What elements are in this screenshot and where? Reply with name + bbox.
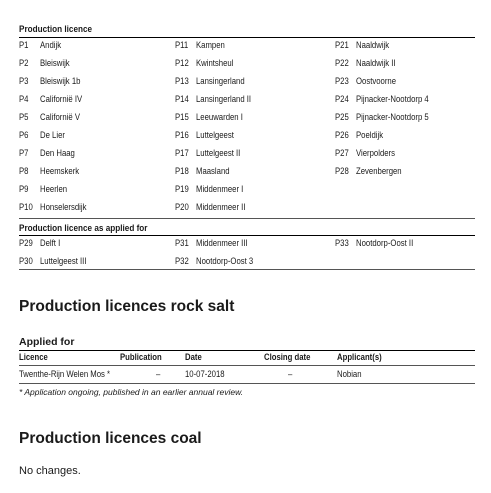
licence-name: Middenmeer I xyxy=(196,184,244,194)
licence-code: P17 xyxy=(175,148,189,158)
cell-applicants: Nobian xyxy=(337,369,362,379)
row-rule xyxy=(19,383,475,384)
licence-name: Heerlen xyxy=(40,184,68,194)
production-licence-heading: Production licence xyxy=(19,24,93,35)
licence-name: Naaldwijk xyxy=(356,40,390,50)
licence-code: P5 xyxy=(19,112,29,122)
cell-publication: – xyxy=(156,369,161,379)
licence-code: P9 xyxy=(19,184,29,194)
licence-code: P21 xyxy=(335,40,349,50)
licence-item xyxy=(19,112,475,130)
licence-name: Lansingerland xyxy=(196,76,245,86)
licence-name: Bleiswijk xyxy=(40,58,70,68)
licence-name: Kwintsheul xyxy=(196,58,234,68)
cell-date: 10-07-2018 xyxy=(185,369,225,379)
row-rule xyxy=(19,365,475,366)
licence-name: Pijnacker-Nootdorp 5 xyxy=(356,112,429,122)
licence-code: P27 xyxy=(335,148,349,158)
licence-code: P24 xyxy=(335,94,349,104)
licence-code: P15 xyxy=(175,112,189,122)
licence-code: P7 xyxy=(19,148,29,158)
licence-name: Heemskerk xyxy=(40,166,80,176)
licence-code: P25 xyxy=(335,112,349,122)
licence-name: Maasland xyxy=(196,166,230,176)
licence-code: P19 xyxy=(175,184,189,194)
cell-closing-date: – xyxy=(288,369,293,379)
rock-salt-title: Production licences rock salt xyxy=(19,298,235,315)
licence-code: P26 xyxy=(335,130,349,140)
licence-code: P8 xyxy=(19,166,29,176)
licence-code: P28 xyxy=(335,166,349,176)
licence-code: P4 xyxy=(19,94,29,104)
licence-code: P12 xyxy=(175,58,189,68)
licence-name: Luttelgeest xyxy=(196,130,234,140)
licence-item xyxy=(19,148,475,166)
licence-name: Vierpolders xyxy=(356,148,396,158)
licence-name: Leeuwarden I xyxy=(196,112,243,122)
licence-code: P3 xyxy=(19,76,29,86)
licence-item xyxy=(19,40,475,58)
licence-name: Zevenbergen xyxy=(356,166,402,176)
licence-name: Andijk xyxy=(40,40,62,50)
applied-licence-heading: Production licence as applied for xyxy=(19,223,148,234)
licence-name: Kampen xyxy=(196,40,225,50)
licence-name: Lansingerland II xyxy=(196,94,252,104)
licence-code: P1 xyxy=(19,40,29,50)
licence-name: Luttelgeest III xyxy=(40,256,87,266)
licence-name: Californië V xyxy=(40,112,81,122)
col-header-publication: Publication xyxy=(120,352,162,362)
section-rule xyxy=(19,269,475,270)
licence-code: P6 xyxy=(19,130,29,140)
licence-code: P20 xyxy=(175,202,189,212)
applied-licence-item xyxy=(19,256,475,274)
licence-name: Poeldijk xyxy=(356,130,384,140)
licence-name: Middenmeer II xyxy=(196,202,246,212)
licence-code: P13 xyxy=(175,76,189,86)
licence-code: P2 xyxy=(19,58,29,68)
cell-licence: Twenthe-Rijn Welen Mos * xyxy=(19,369,111,379)
applied-for-subheading: Applied for xyxy=(19,336,75,348)
licence-item xyxy=(19,94,475,112)
licence-code: P32 xyxy=(175,256,189,266)
coal-title: Production licences coal xyxy=(19,430,202,447)
licence-item xyxy=(19,184,475,202)
header-rule xyxy=(19,235,475,236)
licence-code: P16 xyxy=(175,130,189,140)
licence-name: Pijnacker-Nootdorp 4 xyxy=(356,94,429,104)
col-header-date: Date xyxy=(185,352,202,362)
coal-text: No changes. xyxy=(19,465,81,477)
licence-code: P10 xyxy=(19,202,33,212)
licence-name: Middenmeer III xyxy=(196,238,248,248)
licence-name: Nootdorp-Oost 3 xyxy=(196,256,254,266)
table-row xyxy=(19,369,475,387)
licence-item xyxy=(19,58,475,76)
licence-name: Honselersdijk xyxy=(40,202,87,212)
licence-code: P11 xyxy=(175,40,189,50)
licence-code: P23 xyxy=(335,76,349,86)
licence-name: Delft I xyxy=(40,238,61,248)
licence-name: Oostvoorne xyxy=(356,76,397,86)
licence-name: Californië IV xyxy=(40,94,83,104)
section-rule xyxy=(19,218,475,219)
footnote: * Application ongoing, published in an earlier annual review. xyxy=(19,387,244,397)
licence-code: P22 xyxy=(335,58,349,68)
licence-code: P18 xyxy=(175,166,189,176)
header-rule xyxy=(19,37,475,38)
licence-name: Naaldwijk II xyxy=(356,58,396,68)
applied-licence-item xyxy=(19,238,475,256)
licence-code: P33 xyxy=(335,238,349,248)
licence-item xyxy=(19,130,475,148)
licence-item xyxy=(19,76,475,94)
col-header-licence: Licence xyxy=(19,352,48,362)
licence-name: De Lier xyxy=(40,130,65,140)
licence-name: Den Haag xyxy=(40,148,75,158)
licence-item xyxy=(19,166,475,184)
licence-name: Bleiswijk 1b xyxy=(40,76,81,86)
licence-name: Luttelgeest II xyxy=(196,148,241,158)
licence-name: Nootdorp-Oost II xyxy=(356,238,414,248)
licence-code: P31 xyxy=(175,238,189,248)
rock-salt-header-row xyxy=(19,352,475,370)
licence-code: P29 xyxy=(19,238,33,248)
licence-code: P14 xyxy=(175,94,189,104)
header-rule xyxy=(19,350,475,351)
col-header-applicants: Applicant(s) xyxy=(337,352,382,362)
col-header-closing-date: Closing date xyxy=(264,352,311,362)
licence-code: P30 xyxy=(19,256,33,266)
